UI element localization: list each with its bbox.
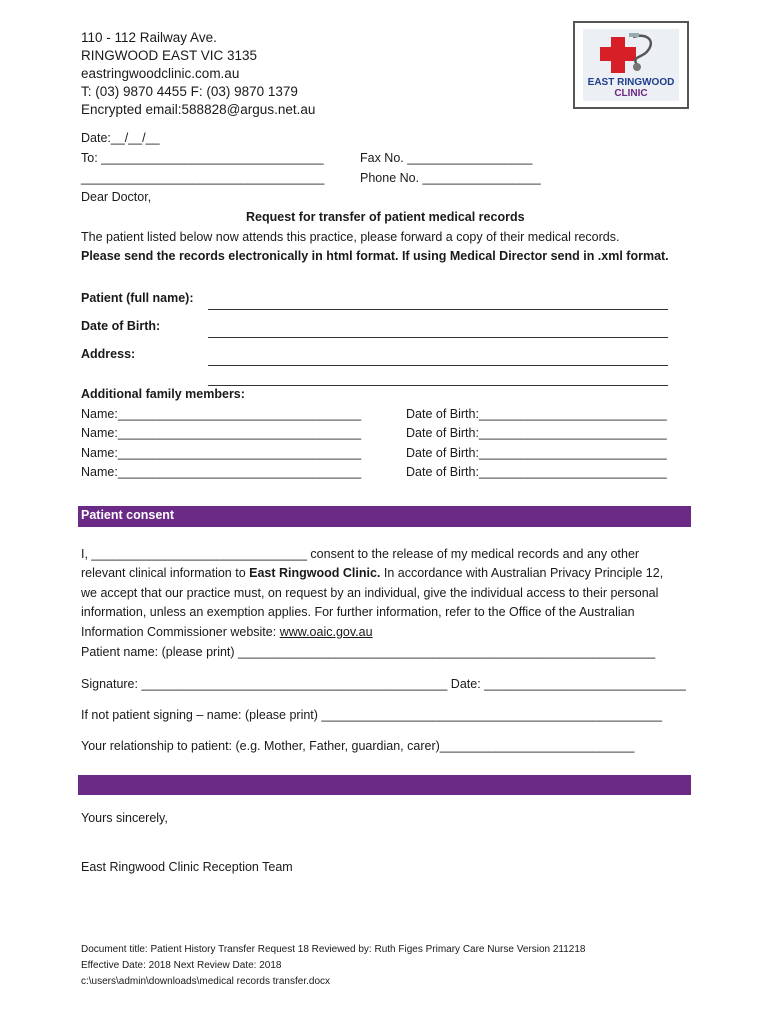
medical-cross-icon (583, 29, 679, 75)
family-dob-field[interactable]: Date of Birth:___________________________ (406, 465, 667, 479)
family-heading: Additional family members: (81, 387, 245, 401)
non-patient-name-field[interactable]: If not patient signing – name: (please print) _________________________________________________ (81, 708, 663, 722)
consent-line5 (81, 625, 373, 639)
patient-dob-input[interactable] (208, 337, 668, 338)
fax-field[interactable]: Fax No. __________________ (360, 151, 533, 165)
logo-text-clinic: CLINIC (614, 88, 648, 99)
closing-team: East Ringwood Clinic Reception Team (81, 860, 293, 874)
consent-line3: we accept that our practice must, on request by an individual, give the individual access to their personal (81, 586, 659, 600)
clinic-address-line2: RINGWOOD EAST VIC 3135 (81, 48, 258, 63)
phone-field[interactable]: Phone No. _________________ (360, 171, 541, 185)
patient-address-label: Address: (81, 347, 136, 361)
logo-panel (583, 29, 679, 101)
clinic-encrypted-email: Encrypted email:588828@argus.net.au (81, 102, 316, 117)
relationship-field[interactable]: Your relationship to patient: (e.g. Mother, Father, guardian, carer)____________________________ (81, 739, 635, 753)
consent-name-blank[interactable]: _______________________________ (91, 547, 307, 561)
clinic-logo (573, 21, 689, 109)
family-name-field[interactable]: Name:___________________________________ (81, 446, 362, 460)
letter-instruction: Please send the records electronically in html format. If using Medical Director send in .xml format. (81, 249, 669, 263)
family-name-field[interactable]: Name:___________________________________ (81, 465, 362, 479)
patient-dob-label: Date of Birth: (81, 319, 161, 333)
clinic-website: eastringwoodclinic.com.au (81, 66, 240, 81)
patient-name-input[interactable] (208, 309, 668, 310)
consent-line4: information, unless an exemption applies. For further information, refer to the Office of the Australian (81, 605, 635, 619)
footer-file-path: c:\users\admin\downloads\medical records transfer.docx (81, 976, 331, 987)
clinic-address-line1: 110 - 112 Railway Ave. (81, 30, 217, 45)
family-name-field[interactable]: Name:___________________________________ (81, 407, 362, 421)
consent-line5-prefix: Information Commissioner website: (81, 625, 280, 639)
consent-clinic-name: East Ringwood Clinic. (249, 566, 381, 580)
consent-line2-suffix: In accordance with Australian Privacy Principle 12, (380, 566, 664, 580)
patient-consent-title: Patient consent (81, 508, 175, 522)
logo-text-east-ringwood: EAST RINGWOOD (587, 77, 675, 88)
clinic-phone-fax: T: (03) 9870 4455 F: (03) 9870 1379 (81, 84, 298, 99)
footer-dates: Effective Date: 2018 Next Review Date: 2018 (81, 960, 282, 971)
family-dob-field[interactable]: Date of Birth:___________________________ (406, 446, 667, 460)
date-field[interactable]: Date:__/__/__ (81, 131, 160, 145)
family-name-field[interactable]: Name:___________________________________ (81, 426, 362, 440)
letter-heading: Request for transfer of patient medical records (246, 210, 525, 224)
patient-consent-section-bar (78, 506, 691, 527)
clinic-address-block (81, 29, 315, 119)
consent-line1 (81, 547, 639, 561)
patient-address-input-line2[interactable] (208, 385, 668, 386)
to-field-line2[interactable]: ___________________________________ (81, 171, 325, 185)
closing-sincerely: Yours sincerely, (81, 811, 168, 825)
salutation: Dear Doctor, (81, 190, 152, 204)
patient-name-label: Patient (full name): (81, 291, 194, 305)
letter-intro: The patient listed below now attends this practice, please forward a copy of their medical records. (81, 230, 620, 244)
consent-line2-prefix: relevant clinical information to (81, 566, 250, 580)
consent-line1-suffix: consent to the release of my medical records and any other (306, 547, 640, 561)
consent-line1-prefix: I, (81, 547, 92, 561)
footer-document-title: Document title: Patient History Transfer Request 18 Reviewed by: Ruth Figes Primary Care Nurse Version 211218 (81, 944, 586, 955)
family-dob-field[interactable]: Date of Birth:___________________________ (406, 407, 667, 421)
consent-line2 (81, 566, 663, 580)
to-field[interactable]: To: ________________________________ (81, 151, 324, 165)
patient-print-name-field[interactable]: Patient name: (please print) ____________________________________________________________ (81, 645, 656, 659)
oaic-link[interactable]: www.oaic.gov.au (279, 625, 373, 639)
section-divider-bar (78, 775, 691, 795)
family-dob-field[interactable]: Date of Birth:___________________________ (406, 426, 667, 440)
patient-address-input[interactable] (208, 365, 668, 366)
signature-date-field[interactable]: Signature: ____________________________________________ Date: _____________________________ (81, 677, 686, 691)
